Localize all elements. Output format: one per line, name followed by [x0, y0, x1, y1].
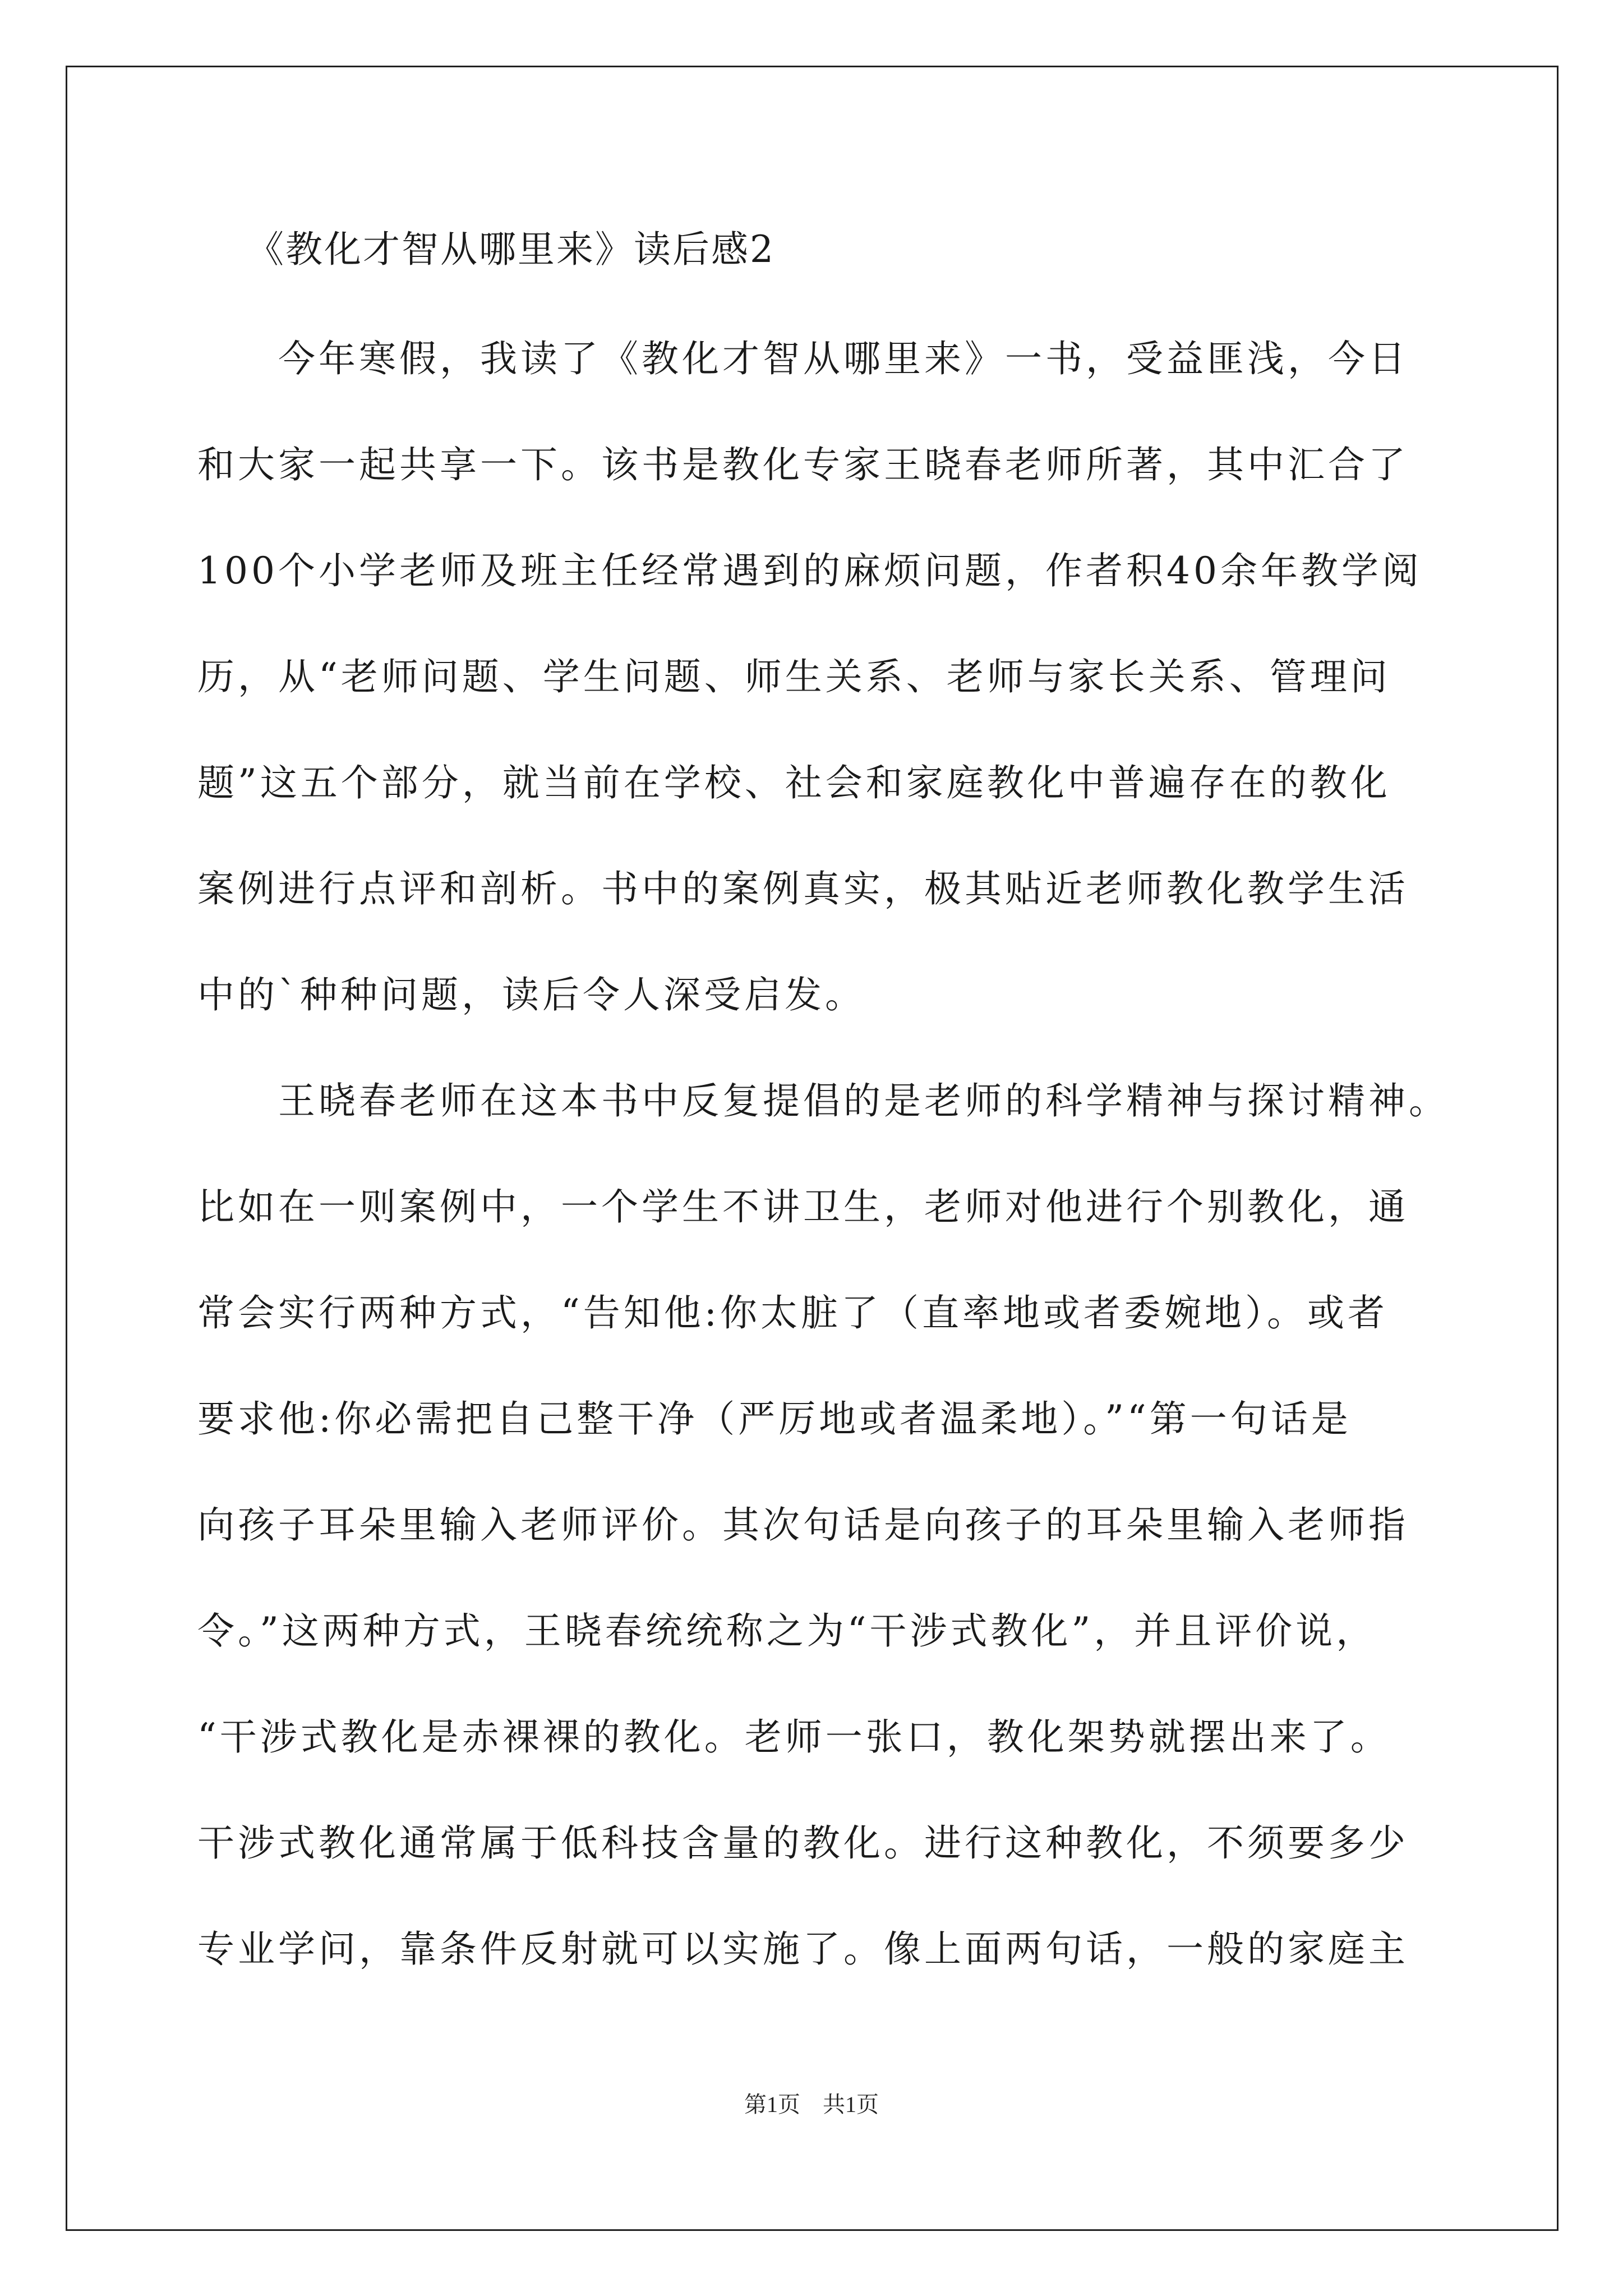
text-line: 和大家一起共享一下。该书是教化专家王晓春老师所著，其中汇合了	[197, 443, 1409, 486]
text-line: 向孩子耳朵里输入老师评价。其次句话是向孩子的耳朵里输入老师指	[197, 1503, 1409, 1547]
text-line: 王晓春老师在这本书中反复提倡的是老师的科学精神与探讨精神。	[197, 1079, 1449, 1122]
text-line: 要求他:你必需把自己整干净（严厉地或者温柔地）。”“第一句话是	[197, 1397, 1352, 1441]
text-line: 案例进行点评和剖析。书中的案例真实，极其贴近老师教化教学生活	[197, 867, 1409, 910]
text-line: 专业学问，靠条件反射就可以实施了。像上面两句话，一般的家庭主	[197, 1927, 1409, 1971]
page-border	[66, 66, 1559, 2231]
text-line: 干涉式教化通常属于低科技含量的教化。进行这种教化，不须要多少	[197, 1821, 1409, 1865]
text-line: 题”这五个部分，就当前在学校、社会和家庭教化中普遍存在的教化	[197, 761, 1391, 804]
text-line: 常会实行两种方式，“告知他:你太脏了（直率地或者委婉地）。或者	[197, 1291, 1388, 1335]
text-line: 比如在一则案例中，一个学生不讲卫生，老师对他进行个别教化，通	[197, 1185, 1409, 1228]
document-title: 《教化才智从哪里来》读后感2	[247, 228, 775, 271]
text-line: 中的`种种问题，读后令人深受启发。	[197, 973, 865, 1016]
text-line: 100个小学老师及班主任经常遇到的麻烦问题，作者积40余年教学阅	[197, 549, 1422, 592]
text-line: 今年寒假，我读了《教化才智从哪里来》一书，受益匪浅，今日	[197, 337, 1409, 380]
text-line: 历，从“老师问题、学生问题、师生关系、老师与家长关系、管理问	[197, 655, 1391, 698]
text-line: “干涉式教化是赤裸裸的教化。老师一张口，教化架势就摆出来了。	[197, 1715, 1391, 1759]
page-number: 第1页 共1页	[744, 2092, 879, 2117]
text-line: 令。”这两种方式，王晓春统统称之为“干涉式教化”，并且评价说，	[197, 1609, 1377, 1653]
